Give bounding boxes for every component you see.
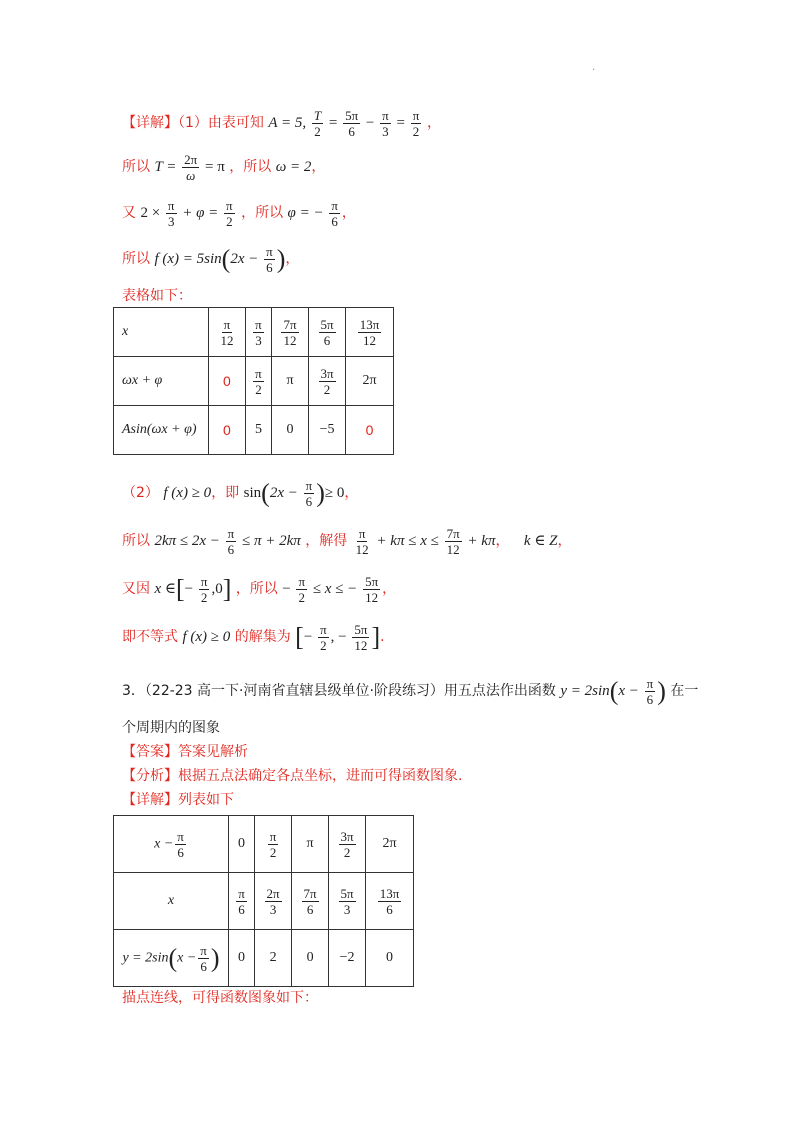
table-row: Asin(ωx + φ) 0 5 0 −5 0 — [114, 406, 394, 455]
answer-line: 【答案】答案见解析 — [122, 744, 248, 760]
fraction-pi-6: $\frac{\pi}{6}$ — [305, 478, 313, 509]
fraction-2pi-omega: $\frac{2\pi}{\omega}$ — [184, 152, 198, 183]
analysis-line: 【分析】根据五点法确定各点坐标，进而可得函数图象. — [122, 768, 463, 784]
solution-set-line: 即不等式 f (x) ≥ 0 的解集为 [− $\frac{\pi}{2}$ , − $\frac{5\pi}{12}$ ]. — [122, 622, 385, 653]
page-mark: . — [592, 62, 596, 73]
table-row: ωx + φ 0 $\frac{\pi}{2}$ π $\frac{3\pi}{2}$ 2π — [114, 357, 394, 406]
part2-line: （2） f (x) ≥ 0，即 sin(2x − $\frac{\pi}{6}$ )≥ 0， — [122, 478, 359, 509]
detail1-line: 【详解】（1）由表可知 A = 5, $\frac{T}{2}$ = $\frac{5\pi}{6}$ − $\frac{\pi}{3}$ = $\frac{\pi}{2}$ ， — [122, 108, 442, 139]
fraction-pi-3: $\frac{\pi}{3}$ — [167, 198, 175, 229]
fraction-t-half: $\frac{T}{2}$ — [313, 108, 322, 139]
amplitude-expr: A = 5, — [268, 114, 307, 131]
period-line: 所以 T = $\frac{2\pi}{\omega}$ = π ，所以 ω = 2， — [122, 152, 326, 183]
fraction-pi-2: $\frac{\pi}{2}$ — [226, 198, 233, 229]
closing-line: 描点连线，可得函数图象如下： — [122, 990, 318, 1006]
fraction-pi-3: $\frac{\pi}{3}$ — [382, 108, 389, 139]
detail1-label: 【详解】（1）由表可知 — [122, 114, 264, 131]
fraction-pi-6: $\frac{\pi}{6}$ — [331, 198, 338, 229]
inequality-line: 所以 2kπ ≤ 2x − $\frac{\pi}{6}$ ≤ π + 2kπ ，解得 $\frac{\pi}{12}$ + kπ ≤ x ≤ $\frac{7\pi}{12}$ + kπ， k ∈ Z， — [122, 526, 572, 557]
fraction-5pi-6: $\frac{5\pi}{6}$ — [345, 108, 359, 139]
table-row: x $\frac{\pi}{6}$ $\frac{2\pi}{3}$ $\frac{7\pi}{6}$ $\frac{5\pi}{3}$ $\frac{13\pi}{6}$ — [114, 873, 414, 930]
question-3: 3．（22-23 高一下·河南省直辖县级单位·阶段练习）用五点法作出函数 y = 2sin(x − $\frac{\pi}{6}$ ) 在一 — [122, 676, 699, 707]
function-line: 所以 f (x) = 5sin(2x − $\frac{\pi}{6}$ )， — [122, 244, 300, 275]
table-intro: 表格如下： — [122, 288, 192, 304]
detail2-line: 【详解】列表如下 — [122, 792, 234, 808]
five-point-table-1 — [113, 307, 394, 455]
fraction-pi-2: $\frac{\pi}{2}$ — [412, 108, 420, 139]
table-row: y = 2sin(x − $\frac{\pi}{6}$ ) 0 2 0 −2 0 — [114, 930, 414, 987]
question-3-cont: 个周期内的图象 — [122, 720, 220, 736]
domain-line: 又因 x ∈[− $\frac{\pi}{2}$ ,0] ，所以 − $\frac{\pi}{2}$ ≤ x ≤ − $\frac{5\pi}{12}$ ， — [122, 574, 397, 605]
table-row: x $\frac{\pi}{12}$ $\frac{\pi}{3}$ $\frac{7\pi}{12}$ $\frac{5\pi}{6}$ $\frac{13\pi}{12}$ — [114, 308, 394, 357]
table-row: x − $\frac{\pi}{6}$ 0 $\frac{\pi}{2}$ π $\frac{3\pi}{2}$ 2π — [114, 816, 414, 873]
five-point-table-2 — [113, 815, 414, 987]
fraction-pi-6: $\frac{\pi}{6}$ — [266, 244, 273, 275]
phase-line: 又 2 × $\frac{\pi}{3}$ + φ = $\frac{\pi}{2}$ ，所以 φ = − $\frac{\pi}{6}$ ， — [122, 198, 356, 229]
